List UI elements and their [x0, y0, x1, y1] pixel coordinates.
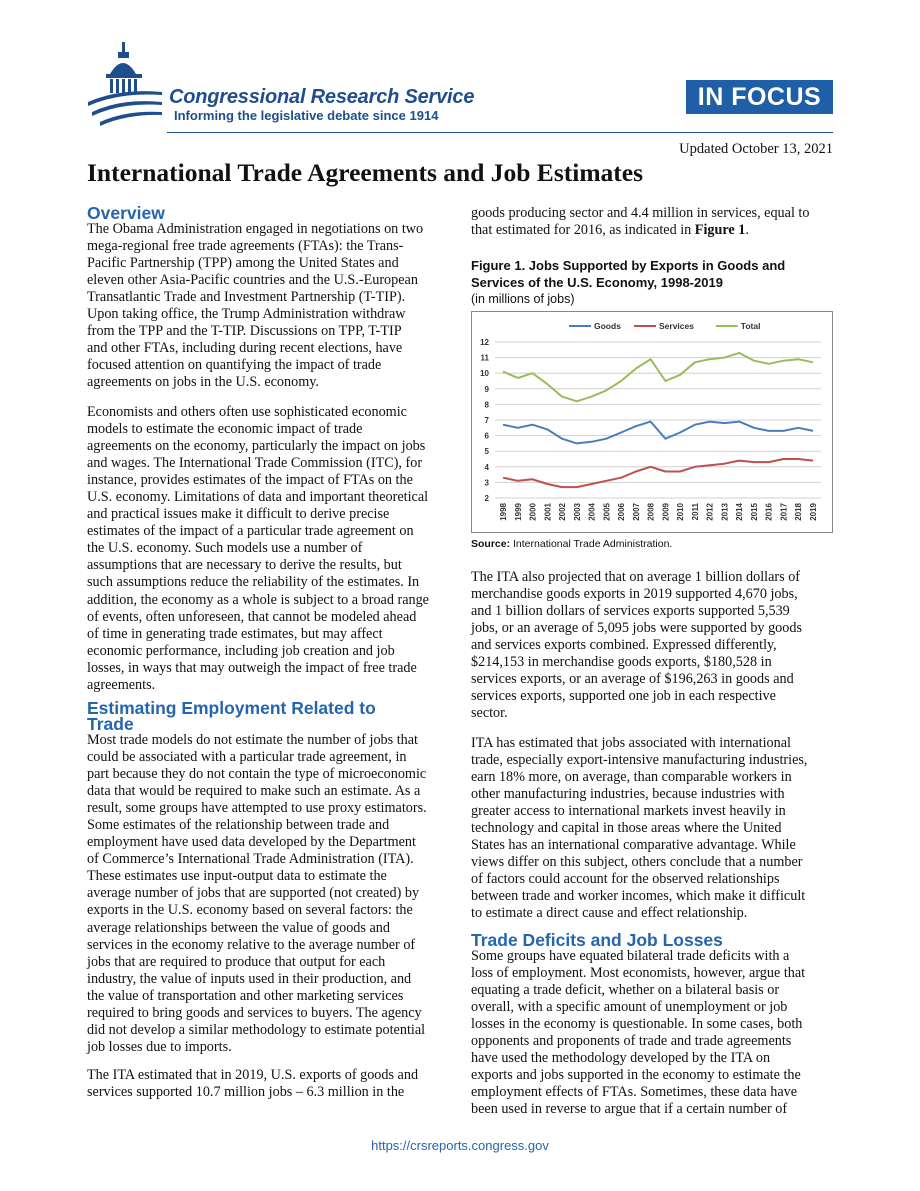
- legend-label-total: Total: [740, 321, 761, 331]
- text-line: The ITA also projected that on average 1 billion dollars of: [471, 569, 801, 585]
- x-tick-label: 1998: [499, 503, 508, 521]
- text-line: been used in reverse to argue that if a certain number of: [471, 1101, 788, 1118]
- x-tick-label: 2011: [690, 503, 700, 521]
- figure-title: Figure 1. Jobs Supported by Exports in Goods and Services of the U.S. Economy, 1998-2019: [471, 258, 786, 290]
- text-line: Some groups have equated bilateral trade deficits with a: [471, 948, 790, 964]
- text-line: instance, provides estimates of the impact of FTAs on the: [87, 472, 413, 489]
- text-line: losses in the economy is questionable. In some cases, both: [471, 1016, 803, 1033]
- text-line: equating a trade deficit, whether on a bilateral basis or: [471, 982, 780, 999]
- y-tick-label: 9: [484, 384, 489, 394]
- jobs-line-chart: [471, 311, 833, 533]
- estimating-section: [87, 700, 457, 1056]
- text-line: of Commerce’s International Trade Administration (ITA).: [87, 851, 414, 868]
- text-line: sector.: [471, 705, 508, 722]
- text-line: agreements on jobs in the U.S. economy.: [87, 374, 319, 391]
- text-line: The ITA estimated that in 2019, U.S. exports of goods and: [87, 1067, 419, 1083]
- x-tick-label: 2001: [543, 503, 553, 521]
- x-tick-label: 2014: [735, 503, 745, 521]
- y-tick-label: 8: [484, 400, 489, 410]
- page-title: International Trade Agreements and Job Estimates: [87, 158, 644, 187]
- text-line: industry, the value of inputs used in their production, and: [87, 970, 412, 987]
- text-line: data that would be required to make such an estimate. As a: [87, 783, 421, 800]
- y-tick-label: 2: [484, 494, 489, 503]
- updated-date: Updated October 13, 2021: [679, 141, 833, 157]
- text-line: Economists and others often use sophisticated economic: [87, 404, 407, 420]
- continuation-line-1: goods producing sector and 4.4 million in services, equal to: [471, 205, 810, 221]
- text-line: and practical issues make it difficult to derive precise: [87, 506, 390, 523]
- x-tick-label: 2006: [617, 503, 627, 521]
- org-tagline: Informing the legislative debate since 1914: [174, 108, 439, 123]
- text-line: assumptions that are necessary to derive the results, but: [87, 557, 402, 574]
- text-line: could be associated with a particular trade agreement, in: [87, 749, 407, 766]
- text-line: and 1 billion dollars of services exports supported 5,539: [471, 603, 790, 620]
- text-line: $214,153 in merchandise goods exports, $180,528 in: [471, 654, 772, 671]
- x-tick-label: 2004: [587, 503, 597, 521]
- overview-heading: Overview: [87, 203, 165, 223]
- text-line: greater access to international markets invest heavily in: [471, 803, 786, 820]
- x-tick-label: 2015: [749, 503, 759, 521]
- text-line: trade, especially export-intensive manufacturing industries,: [471, 752, 808, 769]
- x-tick-label: 2002: [558, 503, 568, 521]
- text-line: services exports, supported one job in each respective: [471, 688, 776, 705]
- deficits-section: [471, 932, 841, 1118]
- estimating-paragraph: [87, 732, 457, 1056]
- text-line: of events, often unforeseen, that cannot be modeled ahead: [87, 608, 417, 625]
- text-line: of time in generating trade estimates, but may affect: [87, 625, 383, 642]
- footer-url[interactable]: https://crsreports.congress.gov: [371, 1138, 549, 1153]
- text-line: views differ on this subject, others conclude that a number: [471, 854, 803, 871]
- figure-subtitle: (in millions of jobs): [471, 292, 575, 306]
- text-line: Transatlantic Trade and Investment Partnership (T-TIP).: [87, 289, 406, 306]
- x-tick-label: 2018: [794, 503, 804, 521]
- text-line: The Obama Administration engaged in negotiations on two: [87, 221, 424, 237]
- legend-label-services: Services: [659, 321, 694, 331]
- text-line: did not develop a similar methodology to estimate potential: [87, 1021, 426, 1038]
- text-line: part because they do not contain the type of microeconomic: [87, 766, 427, 783]
- text-line: and services exports combined. Expressed differently,: [471, 637, 777, 654]
- text-line: U.S. economy. Limitations of data and important theoretical: [87, 489, 429, 506]
- x-tick-label: 2008: [646, 503, 656, 521]
- text-line: the value of transportation and other marketing services: [87, 987, 404, 1004]
- estimating-paragraph-2: [87, 1067, 457, 1101]
- x-tick-label: 2016: [764, 503, 774, 521]
- text-line: ITA has estimated that jobs associated with international: [471, 735, 791, 751]
- text-line: economic performance, including job creation and job: [87, 642, 395, 659]
- text-line: Upon taking office, the Trump Administration withdraw: [87, 306, 406, 323]
- y-tick-label: 6: [484, 431, 489, 441]
- text-line: average number of jobs that are supported (not created) by: [87, 885, 420, 902]
- text-line: eleven other Asia-Pacific countries and the U.S.-European: [87, 272, 418, 289]
- text-line: agreements.: [87, 676, 156, 693]
- text-line: losses, in ways that may outweigh the impact of free trade: [87, 659, 417, 676]
- text-line: earn 18% more, on average, than comparable workers in: [471, 769, 792, 786]
- x-tick-label: 2003: [572, 503, 582, 521]
- x-tick-label: 2010: [676, 503, 686, 521]
- x-tick-label: 2017: [779, 503, 789, 521]
- continuation-line-2: that estimated for 2016, as indicated in Figure 1.: [471, 222, 749, 239]
- text-line: technology and capital in those areas where the United: [471, 820, 782, 837]
- text-line: focused attention on quantifying the impact of trade: [87, 357, 382, 374]
- x-tick-label: 1999: [513, 503, 523, 521]
- text-line: mega-regional free trade agreements (FTAs): the Trans-: [87, 238, 404, 255]
- text-line: agreements on the economy, particularly the impact on jobs: [87, 438, 426, 455]
- estimating-heading: Estimating Employment Related to Trade: [87, 698, 376, 734]
- text-line: between trade and worker incomes, which make it difficult: [471, 888, 806, 905]
- text-line: have used the methodology developed by the ITA on: [471, 1050, 771, 1067]
- legend-label-goods: Goods: [594, 321, 621, 331]
- text-line: Some estimates of the relationship between trade and: [87, 817, 390, 834]
- ita-wages-paragraph: [471, 735, 841, 923]
- text-line: average relationships between the value of goods and: [87, 919, 390, 936]
- y-tick-label: 11: [480, 353, 489, 363]
- text-line: Pacific Partnership (TPP) among the United States and: [87, 255, 399, 272]
- text-line: models to estimate the economic impact of trade: [87, 421, 363, 438]
- y-tick-label: 10: [480, 369, 489, 379]
- text-line: loss of employment. Most economists, however, argue that: [471, 965, 806, 982]
- overview-section: [87, 205, 457, 391]
- text-line: and other FTAs, including during recent elections, have: [87, 340, 403, 357]
- text-line: States has an international comparative advantage. While: [471, 837, 796, 854]
- org-name: Congressional Research Service: [169, 86, 475, 108]
- text-line: services exports, or an average of $196,263 in goods and: [471, 671, 794, 688]
- in-focus-badge: IN FOCUS: [686, 80, 833, 114]
- y-tick-label: 3: [484, 478, 489, 488]
- text-line: and wages. The International Trade Commission (ITC), for: [87, 455, 423, 472]
- text-line: overall, with a specific amount of unemployment or job: [471, 999, 788, 1016]
- overview-paragraph-1: [87, 221, 457, 391]
- x-tick-label: 2000: [528, 503, 538, 521]
- text-line: employment have used data developed by the Department: [87, 834, 416, 851]
- text-line: opponents and proponents of trade and trade agreements: [471, 1033, 792, 1050]
- text-line: Most trade models do not estimate the number of jobs that: [87, 732, 418, 748]
- deficits-paragraph: [471, 948, 841, 1118]
- text-line: job losses due to imports.: [87, 1038, 232, 1055]
- crs-logo-capitol-icon: [86, 40, 166, 130]
- text-line: services in the economy relative to the average number of: [87, 936, 416, 953]
- text-line: exports in the U.S. economy based on several factors: the: [87, 902, 413, 919]
- figure-source: Source: International Trade Administration.: [471, 538, 673, 550]
- right-continuation: [471, 205, 841, 239]
- text-line: from the TPP and the T-TIP. Discussions on TPP, T-TIP: [87, 323, 402, 340]
- text-line: addition, the economy as a whole is subject to a broad range: [87, 591, 429, 608]
- text-line: required to bring goods and services to buyers. The agency: [87, 1004, 422, 1021]
- text-line: the U.S. economy. Such models use a number of: [87, 540, 363, 557]
- text-line: estimates of the impact of a particular trade agreement on: [87, 523, 414, 540]
- x-tick-label: 2007: [631, 503, 641, 521]
- deficits-heading: Trade Deficits and Job Losses: [471, 930, 723, 950]
- x-tick-label: 2019: [809, 503, 818, 521]
- text-line: employment effects of FTAs. Sometimes, these data have: [471, 1084, 798, 1101]
- text-line: merchandise goods exports in 2019 supported 4,670 jobs,: [471, 586, 798, 603]
- header-divider: [167, 132, 833, 133]
- x-tick-label: 2013: [720, 503, 730, 521]
- y-tick-label: 12: [480, 338, 489, 347]
- x-tick-label: 2009: [661, 503, 671, 521]
- text-line: to estimate a direct cause and effect relationship.: [471, 905, 748, 922]
- text-line: result, some groups have attempted to use proxy estimators.: [87, 800, 427, 817]
- ita-projection-paragraph: [471, 569, 841, 722]
- text-line: jobs that are required to produce that output for each: [87, 953, 386, 970]
- y-tick-label: 4: [484, 462, 489, 472]
- y-tick-label: 5: [484, 447, 489, 457]
- text-line: exports and jobs supported in the economy to estimate the: [471, 1067, 801, 1084]
- overview-paragraph-2: [87, 404, 457, 694]
- text-line: These estimates use input-output data to estimate the: [87, 868, 387, 885]
- text-line: services supported 10.7 million jobs – 6.3 million in the: [87, 1084, 405, 1101]
- text-line: other manufacturing industries, because industries with: [471, 786, 785, 803]
- x-tick-label: 2012: [705, 503, 715, 521]
- text-line: of factors could account for the observed relationships: [471, 871, 780, 888]
- text-line: jobs, or an average of 5,095 jobs were supported by goods: [471, 620, 802, 637]
- x-tick-label: 2005: [602, 503, 612, 521]
- y-tick-label: 7: [484, 416, 489, 425]
- text-line: such assumptions reduce the reliability of the estimates. In: [87, 574, 420, 591]
